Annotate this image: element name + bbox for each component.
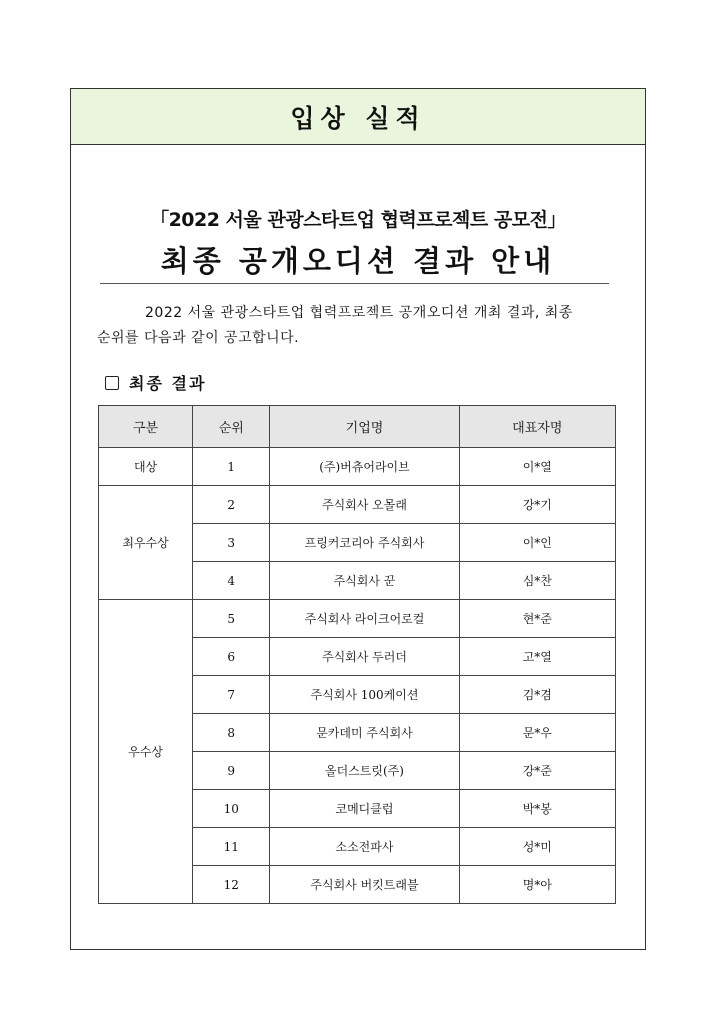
title-divider bbox=[100, 283, 609, 284]
rank-cell: 6 bbox=[193, 638, 270, 676]
representative-cell: 현*준 bbox=[459, 600, 615, 638]
column-header-company: 기업명 bbox=[270, 406, 459, 448]
intro-line-2: 순위를 다음과 같이 공고합니다. bbox=[97, 330, 300, 346]
representative-cell: 성*미 bbox=[459, 828, 615, 866]
company-cell: 소소전파사 bbox=[270, 828, 459, 866]
representative-cell: 이*열 bbox=[459, 448, 615, 486]
company-cell: (주)버츄어라이브 bbox=[270, 448, 459, 486]
representative-cell: 고*열 bbox=[459, 638, 615, 676]
rank-cell: 3 bbox=[193, 524, 270, 562]
table-header-row bbox=[99, 406, 616, 448]
rank-cell: 4 bbox=[193, 562, 270, 600]
header-band bbox=[71, 89, 645, 145]
representative-cell: 명*아 bbox=[459, 866, 615, 904]
company-cell: 주식회사 버킷트래블 bbox=[270, 866, 459, 904]
checkbox-icon bbox=[105, 376, 119, 390]
representative-cell: 강*기 bbox=[459, 486, 615, 524]
company-cell: 주식회사 두러더 bbox=[270, 638, 459, 676]
representative-cell: 문*우 bbox=[459, 714, 615, 752]
representative-cell: 김*겸 bbox=[459, 676, 615, 714]
company-cell: 주식회사 꾼 bbox=[270, 562, 459, 600]
table-row bbox=[99, 486, 616, 524]
rank-cell: 7 bbox=[193, 676, 270, 714]
column-header-representative: 대표자명 bbox=[459, 406, 615, 448]
header-title: 입상 실적 bbox=[290, 103, 426, 133]
representative-cell: 심*찬 bbox=[459, 562, 615, 600]
representative-cell: 강*준 bbox=[459, 752, 615, 790]
column-header-rank: 순위 bbox=[193, 406, 270, 448]
rank-cell: 11 bbox=[193, 828, 270, 866]
company-cell: 문카데미 주식회사 bbox=[270, 714, 459, 752]
rank-cell: 2 bbox=[193, 486, 270, 524]
table-row bbox=[99, 600, 616, 638]
section-heading bbox=[105, 371, 206, 394]
rank-cell: 1 bbox=[193, 448, 270, 486]
company-cell: 주식회사 오몰래 bbox=[270, 486, 459, 524]
rank-cell: 9 bbox=[193, 752, 270, 790]
representative-cell: 박*봉 bbox=[459, 790, 615, 828]
company-cell: 주식회사 라이크어로컬 bbox=[270, 600, 459, 638]
company-cell: 올더스트릿(주) bbox=[270, 752, 459, 790]
document-subtitle: 「2022 서울 관광스타트업 협력프로젝트 공모전」 bbox=[150, 209, 566, 231]
company-cell: 프링커코리아 주식회사 bbox=[270, 524, 459, 562]
category-cell: 최우수상 bbox=[99, 486, 193, 600]
rank-cell: 10 bbox=[193, 790, 270, 828]
representative-cell: 이*인 bbox=[459, 524, 615, 562]
company-cell: 코메디클럽 bbox=[270, 790, 459, 828]
results-table bbox=[98, 405, 616, 904]
intro-paragraph bbox=[97, 301, 617, 351]
column-header-category: 구분 bbox=[99, 406, 193, 448]
rank-cell: 8 bbox=[193, 714, 270, 752]
category-cell: 대상 bbox=[99, 448, 193, 486]
company-cell: 주식회사 100케이션 bbox=[270, 676, 459, 714]
section-title: 최종 결과 bbox=[129, 374, 207, 393]
rank-cell: 5 bbox=[193, 600, 270, 638]
document-title: 최종 공개오디션 결과 안내 bbox=[160, 244, 556, 278]
document-frame bbox=[70, 88, 646, 950]
intro-line-1: 2022 서울 관광스타트업 협력프로젝트 공개오디션 개최 결과, 최종 bbox=[145, 305, 573, 321]
rank-cell: 12 bbox=[193, 866, 270, 904]
category-cell: 우수상 bbox=[99, 600, 193, 904]
table-row bbox=[99, 448, 616, 486]
